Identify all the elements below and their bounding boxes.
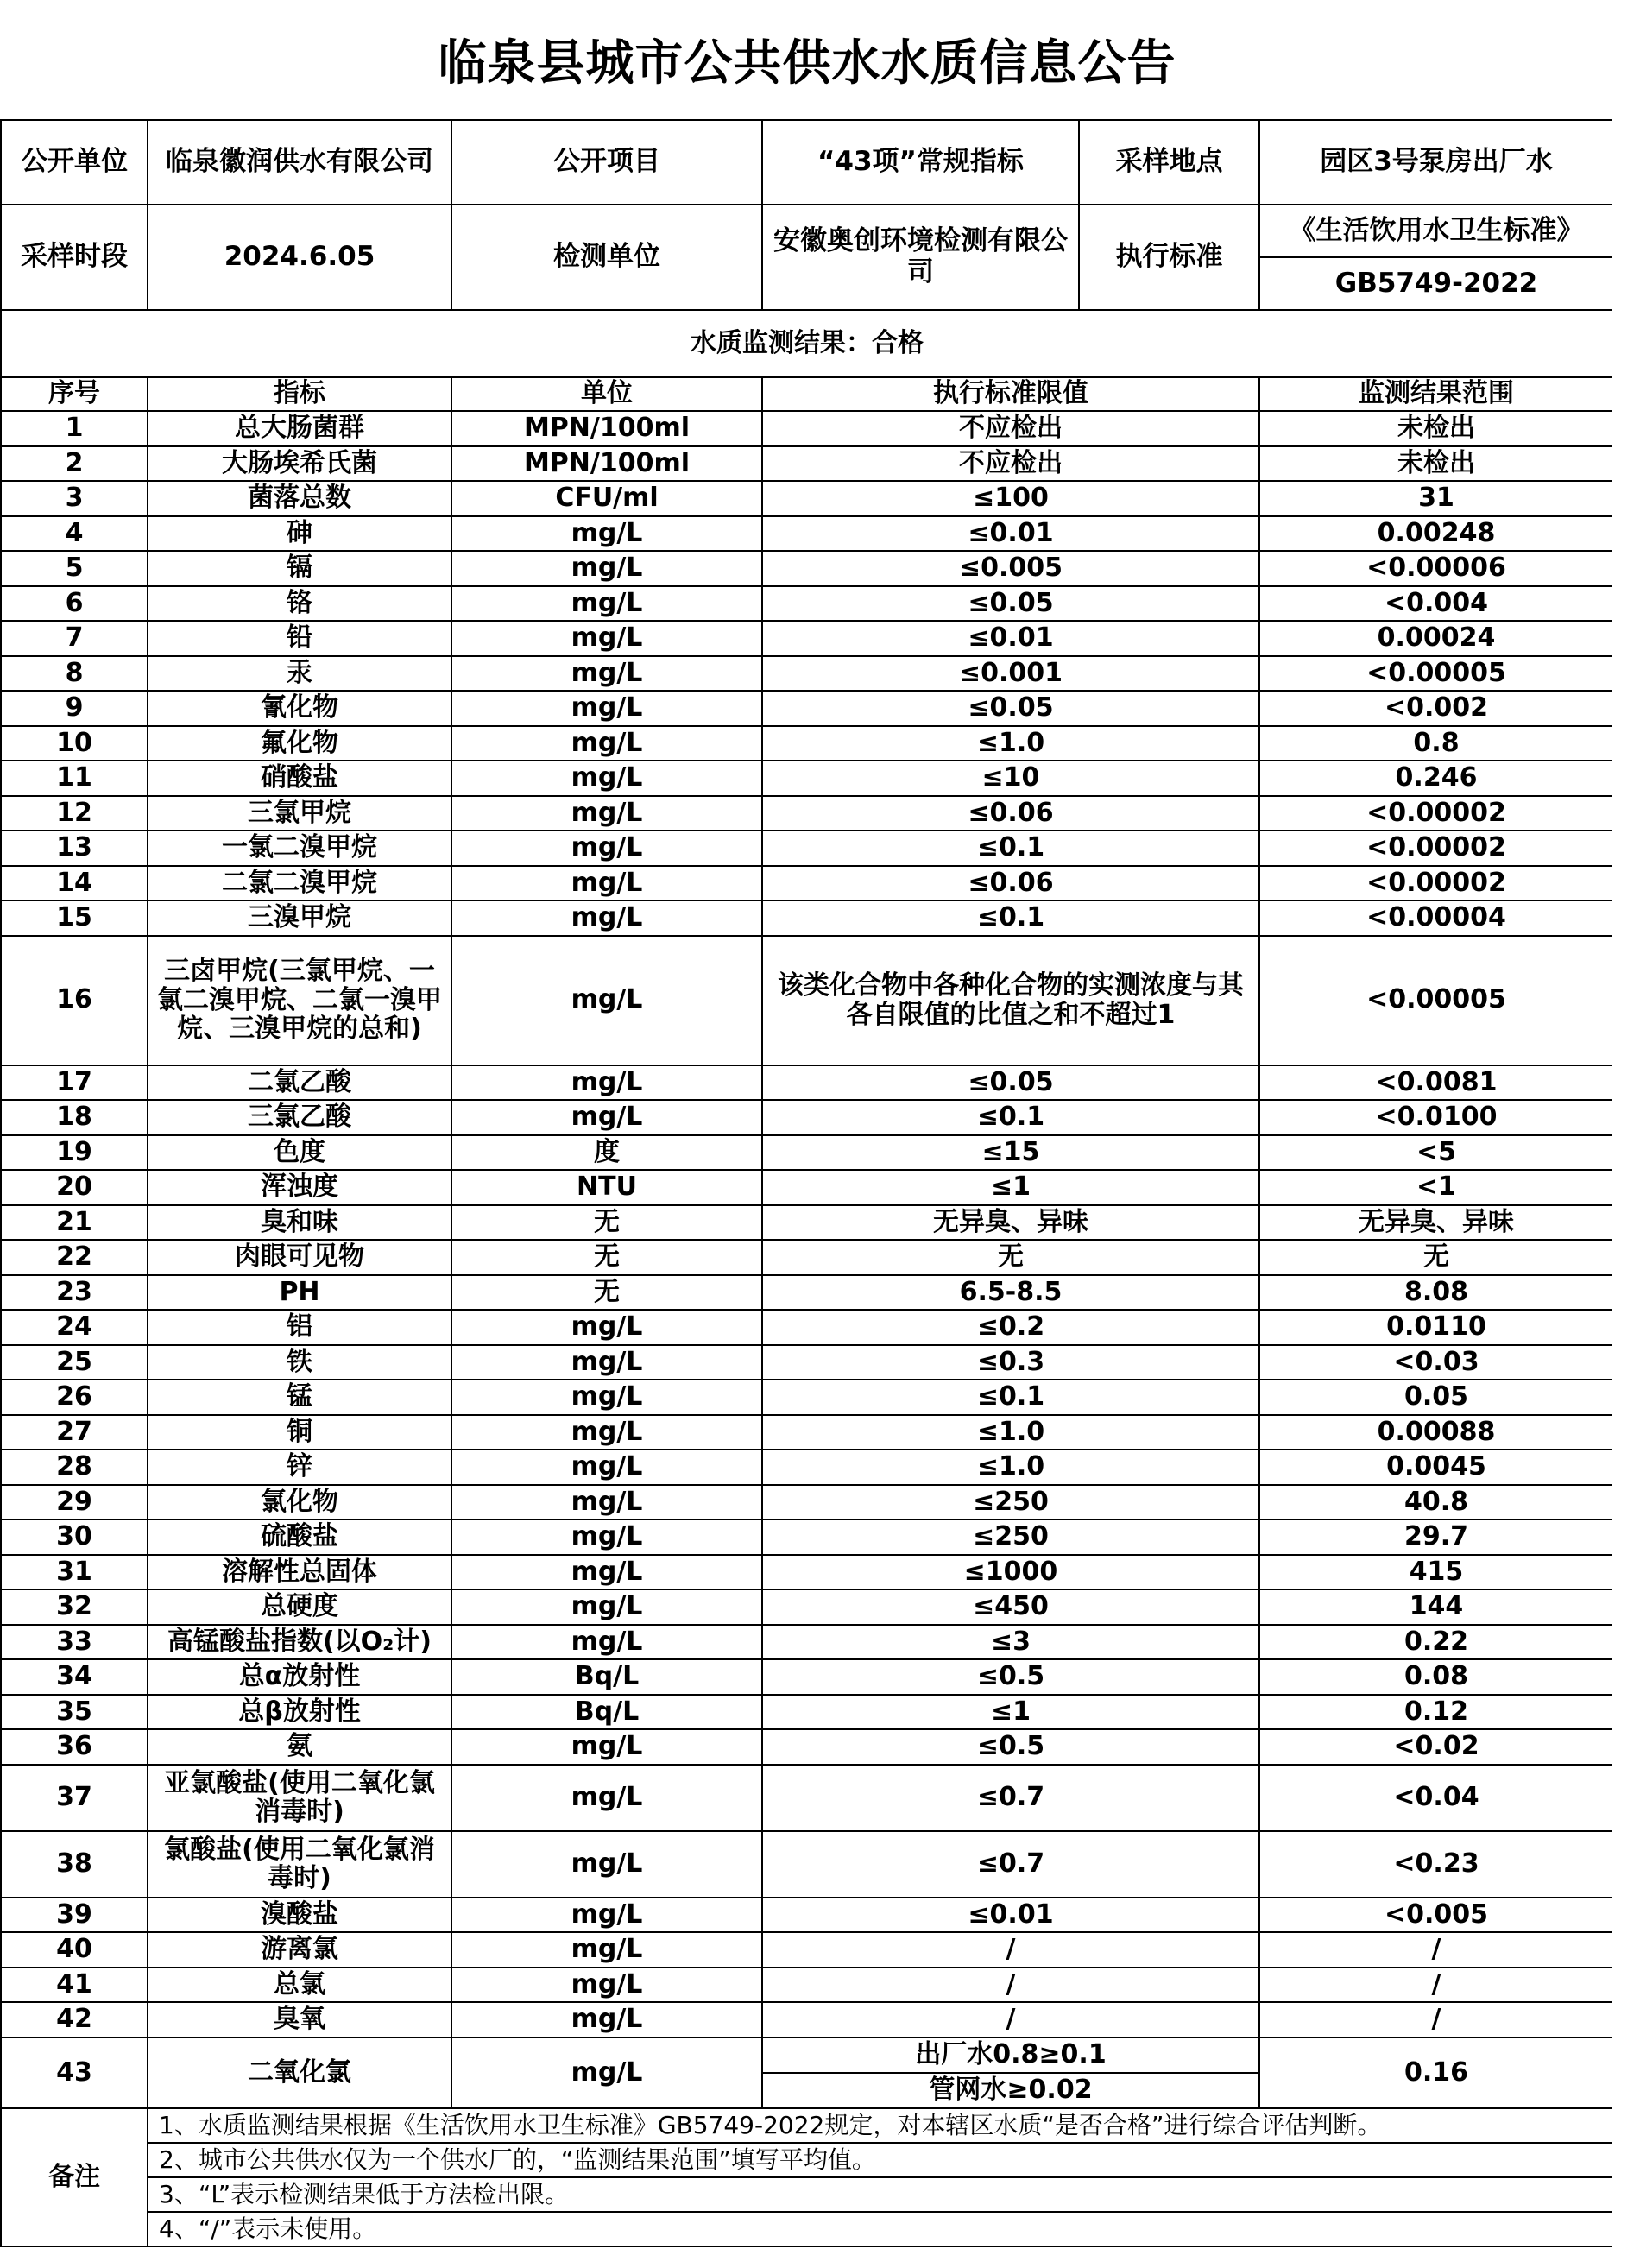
row-unit: mg/L <box>451 761 762 796</box>
row-no: 40 <box>1 1932 148 1968</box>
row-no: 42 <box>1 2002 148 2037</box>
row-unit: mg/L <box>451 1485 762 1520</box>
table-row <box>1 1485 1613 1520</box>
table-row <box>1 726 1613 761</box>
row-indicator: 汞 <box>148 656 451 692</box>
row-indicator: 总α放射性 <box>148 1659 451 1695</box>
row-limit: ≤0.3 <box>762 1345 1259 1380</box>
info-row-2 <box>1 205 1613 310</box>
row-indicator: 三溴甲烷 <box>148 900 451 936</box>
table-row <box>1 656 1613 692</box>
row-unit: mg/L <box>451 1729 762 1765</box>
row-no: 7 <box>1 621 148 656</box>
row-limit: / <box>762 1932 1259 1968</box>
result-line: 水质监测结果：合格 <box>1 310 1613 377</box>
row-limit: ≤0.01 <box>762 516 1259 552</box>
row-unit: mg/L <box>451 866 762 901</box>
row-indicator: 氯酸盐(使用二氧化氯消毒时) <box>148 1831 451 1898</box>
row-unit: mg/L <box>451 1310 762 1345</box>
row-no: 16 <box>1 936 148 1065</box>
table-row <box>1 446 1613 482</box>
row-unit: mg/L <box>451 1450 762 1485</box>
row-unit: mg/L <box>451 1519 762 1555</box>
table-row <box>1 2037 1613 2108</box>
row-indicator: 三氯甲烷 <box>148 796 451 831</box>
note-item: 3、“L”表示检测结果低于方法检出限。 <box>148 2177 1613 2212</box>
row-no: 12 <box>1 796 148 831</box>
row-result: <0.02 <box>1259 1729 1613 1765</box>
row-indicator: 铝 <box>148 1310 451 1345</box>
header-unit: 单位 <box>451 377 762 411</box>
row-no: 3 <box>1 481 148 516</box>
period-value: 2024.6.05 <box>148 205 451 310</box>
row-result: <0.00006 <box>1259 551 1613 586</box>
row-limit: ≤0.06 <box>762 796 1259 831</box>
row-limit: ≤0.5 <box>762 1729 1259 1765</box>
row-result: 0.0110 <box>1259 1310 1613 1345</box>
row-no: 35 <box>1 1695 148 1730</box>
row-no: 29 <box>1 1485 148 1520</box>
info-row-1 <box>1 120 1613 205</box>
std-label: 执行标准 <box>1079 205 1259 310</box>
row-result: <0.03 <box>1259 1345 1613 1380</box>
item-value: “43项”常规指标 <box>762 120 1079 205</box>
row-indicator: 铬 <box>148 586 451 622</box>
row-unit: mg/L <box>451 1625 762 1660</box>
header-limit: 执行标准限值 <box>762 377 1259 411</box>
row-indicator: 砷 <box>148 516 451 552</box>
row-result: 0.05 <box>1259 1380 1613 1415</box>
table-row <box>1 761 1613 796</box>
table-row <box>1 1831 1613 1898</box>
row-result: 0.8 <box>1259 726 1613 761</box>
table-row <box>1 1659 1613 1695</box>
row-no: 37 <box>1 1765 148 1831</box>
row-unit: mg/L <box>451 586 762 622</box>
row-indicator: 二氯乙酸 <box>148 1065 451 1101</box>
row-indicator: 锌 <box>148 1450 451 1485</box>
row-indicator: 氰化物 <box>148 691 451 726</box>
row-indicator: 游离氯 <box>148 1932 451 1968</box>
row-unit: MPN/100ml <box>451 411 762 446</box>
table-row <box>1 621 1613 656</box>
row-no: 32 <box>1 1589 148 1625</box>
header-no: 序号 <box>1 377 148 411</box>
row-indicator: 硝酸盐 <box>148 761 451 796</box>
row-result: <0.23 <box>1259 1831 1613 1898</box>
row-limit: / <box>762 1968 1259 2003</box>
period-label: 采样时段 <box>1 205 148 310</box>
table-row <box>1 1205 1613 1241</box>
row-indicator: 肉眼可见物 <box>148 1240 451 1275</box>
row-result: / <box>1259 2002 1613 2037</box>
row-limit: ≤0.1 <box>762 1380 1259 1415</box>
table-row <box>1 1589 1613 1625</box>
table-row <box>1 586 1613 622</box>
row-no: 11 <box>1 761 148 796</box>
row-no: 38 <box>1 1831 148 1898</box>
row-unit: Bq/L <box>451 1659 762 1695</box>
table-row <box>1 831 1613 866</box>
row-indicator: 二氧化氯 <box>148 2037 451 2108</box>
row-limit: ≤100 <box>762 481 1259 516</box>
page-title: 临泉县城市公共供水水质信息公告 <box>438 35 1176 92</box>
row-result: <0.00005 <box>1259 656 1613 692</box>
row-no: 24 <box>1 1310 148 1345</box>
row-limit: ≤0.1 <box>762 1100 1259 1135</box>
row-indicator: 臭和味 <box>148 1205 451 1241</box>
row-indicator: 铅 <box>148 621 451 656</box>
row-limit: ≤250 <box>762 1519 1259 1555</box>
table-row <box>1 1100 1613 1135</box>
row-result: <5 <box>1259 1135 1613 1171</box>
row-indicator: 氨 <box>148 1729 451 1765</box>
row-result: <0.04 <box>1259 1765 1613 1831</box>
row-unit: mg/L <box>451 551 762 586</box>
row-indicator: 氯化物 <box>148 1485 451 1520</box>
row-limit: ≤10 <box>762 761 1259 796</box>
row-no: 14 <box>1 866 148 901</box>
row-result: <0.00002 <box>1259 866 1613 901</box>
table-row <box>1 1065 1613 1101</box>
row-result: <0.0081 <box>1259 1065 1613 1101</box>
row-limit: ≤450 <box>762 1589 1259 1625</box>
row-no: 17 <box>1 1065 148 1101</box>
row-limit: ≤0.05 <box>762 691 1259 726</box>
row-unit: mg/L <box>451 2037 762 2108</box>
header-result: 监测结果范围 <box>1259 377 1613 411</box>
note-row <box>1 2177 1613 2212</box>
note-item: 1、水质监测结果根据《生活饮用水卫生标准》GB5749-2022规定，对本辖区水质“是否合格”进行综合评估判断。 <box>148 2108 1613 2143</box>
row-unit: mg/L <box>451 936 762 1065</box>
row-limit: / <box>762 2002 1259 2037</box>
row-no: 18 <box>1 1100 148 1135</box>
notes-label: 备注 <box>1 2108 148 2246</box>
row-indicator: 镉 <box>148 551 451 586</box>
row-limit: ≤0.7 <box>762 1765 1259 1831</box>
row-limit: 无 <box>762 1240 1259 1275</box>
row-result: 未检出 <box>1259 446 1613 482</box>
table-row <box>1 936 1613 1065</box>
row-unit: NTU <box>451 1170 762 1205</box>
row-unit: mg/L <box>451 1968 762 2003</box>
row-no: 30 <box>1 1519 148 1555</box>
table-row <box>1 1519 1613 1555</box>
std-value-code: GB5749-2022 <box>1260 256 1612 309</box>
row-result: 29.7 <box>1259 1519 1613 1555</box>
site-label: 采样地点 <box>1079 120 1259 205</box>
row-no: 36 <box>1 1729 148 1765</box>
row-indicator: 总大肠菌群 <box>148 411 451 446</box>
table-row <box>1 866 1613 901</box>
row-limit: 不应检出 <box>762 446 1259 482</box>
row-unit: 无 <box>451 1240 762 1275</box>
limit-network-water: 管网水≥0.02 <box>763 2072 1258 2107</box>
row-no: 13 <box>1 831 148 866</box>
table-row <box>1 1898 1613 1933</box>
row-unit: mg/L <box>451 2002 762 2037</box>
row-limit: 不应检出 <box>762 411 1259 446</box>
row-result: 0.08 <box>1259 1659 1613 1695</box>
row-result: <0.005 <box>1259 1898 1613 1933</box>
std-value-name: 《生活饮用水卫生标准》 <box>1289 214 1584 246</box>
row-indicator: 大肠埃希氏菌 <box>148 446 451 482</box>
table-row <box>1 1932 1613 1968</box>
row-no: 2 <box>1 446 148 482</box>
row-no: 20 <box>1 1170 148 1205</box>
row-result: <0.0100 <box>1259 1100 1613 1135</box>
row-no: 34 <box>1 1659 148 1695</box>
unit-label: 公开单位 <box>1 120 148 205</box>
row-limit: ≤0.06 <box>762 866 1259 901</box>
site-value: 园区3号泵房出厂水 <box>1259 120 1613 205</box>
row-unit: 无 <box>451 1205 762 1241</box>
row-unit: mg/L <box>451 831 762 866</box>
row-unit: mg/L <box>451 1100 762 1135</box>
note-row <box>1 2212 1613 2246</box>
row-indicator: 亚氯酸盐(使用二氧化氯消毒时) <box>148 1765 451 1831</box>
row-unit: mg/L <box>451 1932 762 1968</box>
table-row <box>1 1695 1613 1730</box>
table-row <box>1 1170 1613 1205</box>
row-limit: ≤0.005 <box>762 551 1259 586</box>
row-unit: mg/L <box>451 1765 762 1831</box>
row-limit: ≤0.05 <box>762 586 1259 622</box>
row-limit: ≤1.0 <box>762 1450 1259 1485</box>
row-limit: ≤0.01 <box>762 621 1259 656</box>
row-result: 无 <box>1259 1240 1613 1275</box>
row-unit: mg/L <box>451 516 762 552</box>
table-row <box>1 1240 1613 1275</box>
table-row <box>1 2002 1613 2037</box>
row-no: 26 <box>1 1380 148 1415</box>
row-result: <0.00002 <box>1259 831 1613 866</box>
row-unit: CFU/ml <box>451 481 762 516</box>
row-unit: mg/L <box>451 1898 762 1933</box>
table-row <box>1 1625 1613 1660</box>
table-row <box>1 796 1613 831</box>
row-indicator: 高锰酸盐指数(以O₂计) <box>148 1625 451 1660</box>
row-unit: mg/L <box>451 1065 762 1101</box>
row-unit: mg/L <box>451 1415 762 1450</box>
row-indicator: 总硬度 <box>148 1589 451 1625</box>
row-limit: ≤0.1 <box>762 900 1259 936</box>
lab-value: 安徽奥创环境检测有限公司 <box>762 205 1079 310</box>
row-unit: mg/L <box>451 900 762 936</box>
row-indicator: 三氯乙酸 <box>148 1100 451 1135</box>
row-no: 10 <box>1 726 148 761</box>
table-row <box>1 1729 1613 1765</box>
table-row <box>1 1765 1613 1831</box>
row-no: 21 <box>1 1205 148 1241</box>
row-unit: mg/L <box>451 1345 762 1380</box>
row-limit: ≤0.05 <box>762 1065 1259 1101</box>
row-limit: 6.5-8.5 <box>762 1275 1259 1311</box>
row-no: 6 <box>1 586 148 622</box>
row-limit: ≤1000 <box>762 1555 1259 1590</box>
row-result: 未检出 <box>1259 411 1613 446</box>
row-limit: ≤1 <box>762 1170 1259 1205</box>
unit-value: 临泉徽润供水有限公司 <box>148 120 451 205</box>
result-row <box>1 310 1613 377</box>
table-row <box>1 551 1613 586</box>
water-quality-table <box>0 119 1614 2247</box>
row-unit: mg/L <box>451 1831 762 1898</box>
note-row <box>1 2108 1613 2143</box>
row-limit: ≤0.7 <box>762 1831 1259 1898</box>
row-result: <1 <box>1259 1170 1613 1205</box>
table-row <box>1 1310 1613 1345</box>
row-limit <box>762 2037 1259 2108</box>
row-indicator: 色度 <box>148 1135 451 1171</box>
row-no: 22 <box>1 1240 148 1275</box>
row-indicator: 溴酸盐 <box>148 1898 451 1933</box>
row-result: 0.16 <box>1259 2037 1613 2108</box>
row-limit: ≤15 <box>762 1135 1259 1171</box>
table-row <box>1 411 1613 446</box>
row-no: 4 <box>1 516 148 552</box>
table-row <box>1 900 1613 936</box>
row-limit: 无异臭、异味 <box>762 1205 1259 1241</box>
table-row <box>1 1345 1613 1380</box>
row-limit: ≤0.5 <box>762 1659 1259 1695</box>
row-result: <0.002 <box>1259 691 1613 726</box>
limit-plant-water: 出厂水0.8≥0.1 <box>915 2039 1107 2070</box>
row-unit: mg/L <box>451 1589 762 1625</box>
row-no: 9 <box>1 691 148 726</box>
table-row <box>1 481 1613 516</box>
row-limit: ≤250 <box>762 1485 1259 1520</box>
row-indicator: 一氯二溴甲烷 <box>148 831 451 866</box>
row-no: 5 <box>1 551 148 586</box>
row-indicator: 三卤甲烷(三氯甲烷、一氯二溴甲烷、二氯一溴甲烷、三溴甲烷的总和) <box>148 936 451 1065</box>
row-no: 15 <box>1 900 148 936</box>
item-label: 公开项目 <box>451 120 762 205</box>
row-result: <0.00004 <box>1259 900 1613 936</box>
row-unit: 度 <box>451 1135 762 1171</box>
row-indicator: 铜 <box>148 1415 451 1450</box>
row-indicator: 二氯二溴甲烷 <box>148 866 451 901</box>
row-result: 0.12 <box>1259 1695 1613 1730</box>
table-row <box>1 1415 1613 1450</box>
row-unit: mg/L <box>451 1555 762 1590</box>
row-no: 19 <box>1 1135 148 1171</box>
row-result: <0.00002 <box>1259 796 1613 831</box>
row-unit: mg/L <box>451 1380 762 1415</box>
note-row <box>1 2143 1613 2177</box>
table-row <box>1 1968 1613 2003</box>
row-no: 23 <box>1 1275 148 1311</box>
row-limit: ≤0.1 <box>762 831 1259 866</box>
row-no: 27 <box>1 1415 148 1450</box>
row-unit: mg/L <box>451 656 762 692</box>
row-indicator: 硫酸盐 <box>148 1519 451 1555</box>
row-no: 28 <box>1 1450 148 1485</box>
row-result: 0.00088 <box>1259 1415 1613 1450</box>
std-value <box>1259 205 1613 310</box>
row-indicator: 臭氧 <box>148 2002 451 2037</box>
table-row <box>1 1275 1613 1311</box>
row-result: 0.0045 <box>1259 1450 1613 1485</box>
row-result: 415 <box>1259 1555 1613 1590</box>
row-unit: 无 <box>451 1275 762 1311</box>
row-result: / <box>1259 1932 1613 1968</box>
row-no: 39 <box>1 1898 148 1933</box>
row-limit: 该类化合物中各种化合物的实测浓度与其各自限值的比值之和不超过1 <box>762 936 1259 1065</box>
row-indicator: 氟化物 <box>148 726 451 761</box>
row-result: / <box>1259 1968 1613 2003</box>
table-row <box>1 516 1613 552</box>
row-limit: ≤1.0 <box>762 726 1259 761</box>
row-result: <0.00005 <box>1259 936 1613 1065</box>
note-item: 2、城市公共供水仅为一个供水厂的，“监测结果范围”填写平均值。 <box>148 2143 1613 2177</box>
row-indicator: 溶解性总固体 <box>148 1555 451 1590</box>
header-row <box>1 377 1613 411</box>
row-result: 0.00024 <box>1259 621 1613 656</box>
row-limit: ≤0.001 <box>762 656 1259 692</box>
row-no: 41 <box>1 1968 148 2003</box>
table-row <box>1 691 1613 726</box>
row-result: 无异臭、异味 <box>1259 1205 1613 1241</box>
table-row <box>1 1450 1613 1485</box>
lab-label: 检测单位 <box>451 205 762 310</box>
table-row <box>1 1380 1613 1415</box>
row-no: 33 <box>1 1625 148 1660</box>
row-indicator: PH <box>148 1275 451 1311</box>
row-limit: ≤0.01 <box>762 1898 1259 1933</box>
row-unit: MPN/100ml <box>451 446 762 482</box>
row-no: 1 <box>1 411 148 446</box>
table-row <box>1 1555 1613 1590</box>
row-result: 0.246 <box>1259 761 1613 796</box>
row-result: 40.8 <box>1259 1485 1613 1520</box>
row-no: 8 <box>1 656 148 692</box>
row-no: 25 <box>1 1345 148 1380</box>
row-indicator: 铁 <box>148 1345 451 1380</box>
table-row <box>1 1135 1613 1171</box>
row-result: 0.00248 <box>1259 516 1613 552</box>
row-unit: mg/L <box>451 691 762 726</box>
row-unit: mg/L <box>451 796 762 831</box>
row-indicator: 总β放射性 <box>148 1695 451 1730</box>
row-result: 8.08 <box>1259 1275 1613 1311</box>
row-unit: mg/L <box>451 621 762 656</box>
row-limit: ≤3 <box>762 1625 1259 1660</box>
note-item: 4、“/”表示未使用。 <box>148 2212 1613 2246</box>
row-unit: mg/L <box>451 726 762 761</box>
row-limit: ≤1 <box>762 1695 1259 1730</box>
row-indicator: 浑浊度 <box>148 1170 451 1205</box>
row-no: 31 <box>1 1555 148 1590</box>
row-limit: ≤1.0 <box>762 1415 1259 1450</box>
row-result: 31 <box>1259 481 1613 516</box>
row-indicator: 总氯 <box>148 1968 451 2003</box>
row-result: <0.004 <box>1259 586 1613 622</box>
row-result: 144 <box>1259 1589 1613 1625</box>
row-indicator: 锰 <box>148 1380 451 1415</box>
row-result: 0.22 <box>1259 1625 1613 1660</box>
right-margin <box>1612 0 1640 2268</box>
row-indicator: 菌落总数 <box>148 481 451 516</box>
row-limit: ≤0.2 <box>762 1310 1259 1345</box>
row-unit: Bq/L <box>451 1695 762 1730</box>
header-name: 指标 <box>148 377 451 411</box>
row-no: 43 <box>1 2037 148 2108</box>
